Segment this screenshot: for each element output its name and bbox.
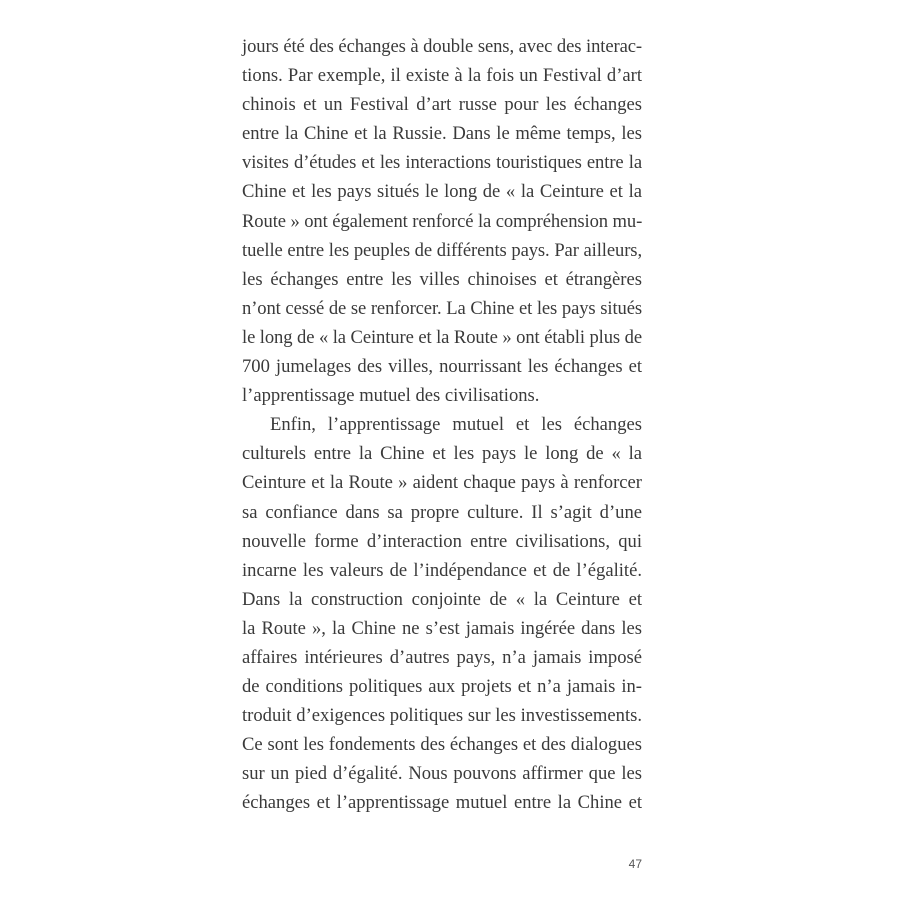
text-line: chinois et un Festival d’art russe pour les échanges [242, 94, 642, 116]
text-line: nouvelle forme d’interaction entre civilisations, qui [242, 530, 642, 552]
text-line: Chine et les pays situés le long de « la Ceinture et la [242, 181, 642, 203]
text-line: n’ont cessé de se renforcer. La Chine et les pays situés [242, 297, 642, 319]
text-line: jours été des échanges à double sens, avec des interac- [242, 36, 642, 57]
text-line: Enfin, l’apprentissage mutuel et les échanges [270, 414, 642, 436]
text-line: l’apprentissage mutuel des civilisations. [242, 385, 540, 407]
text-line: visites d’études et les interactions touristiques entre la [242, 152, 642, 174]
text-line: Ceinture et la Route » aident chaque pays à renforcer [242, 472, 642, 494]
text-line: tions. Par exemple, il existe à la fois un Festival d’art [242, 65, 642, 87]
text-line: 700 jumelages des villes, nourrissant les échanges et [242, 356, 642, 378]
text-line: échanges et l’apprentissage mutuel entre la Chine et [242, 792, 642, 814]
text-line: Route » ont également renforcé la compréhension mu- [242, 210, 643, 232]
text-line: troduit d’exigences politiques sur les investissements. [242, 705, 642, 727]
text-line: Dans la construction conjointe de « la Ceinture et [242, 588, 642, 610]
text-line: Ce sont les fondements des échanges et des dialogues [242, 734, 642, 756]
text-line: sa confiance dans sa propre culture. Il s’agit d’une [242, 501, 642, 523]
text-line: incarne les valeurs de l’indépendance et de l’égalité. [242, 559, 642, 581]
text-line: tuelle entre les peuples de différents pays. Par ailleurs, [242, 239, 642, 261]
text-line: affaires intérieures d’autres pays, n’a jamais imposé [242, 646, 642, 668]
paragraph-2 [242, 410, 642, 817]
text-line: la Route », la Chine ne s’est jamais ingérée dans les [242, 617, 642, 639]
text-line: le long de « la Ceinture et la Route » ont établi plus de [242, 326, 642, 348]
text-line: culturels entre la Chine et les pays le long de « la [242, 443, 642, 465]
text-line: de conditions politiques aux projets et n’a jamais in- [242, 676, 642, 698]
text-line: les échanges entre les villes chinoises et étrangères [242, 268, 642, 290]
text-line: entre la Chine et la Russie. Dans le même temps, les [242, 123, 642, 145]
paragraph-1 [242, 32, 642, 410]
body-text [242, 32, 642, 818]
text-line: sur un pied d’égalité. Nous pouvons affirmer que les [242, 763, 642, 785]
page-number: 47 [628, 857, 642, 871]
